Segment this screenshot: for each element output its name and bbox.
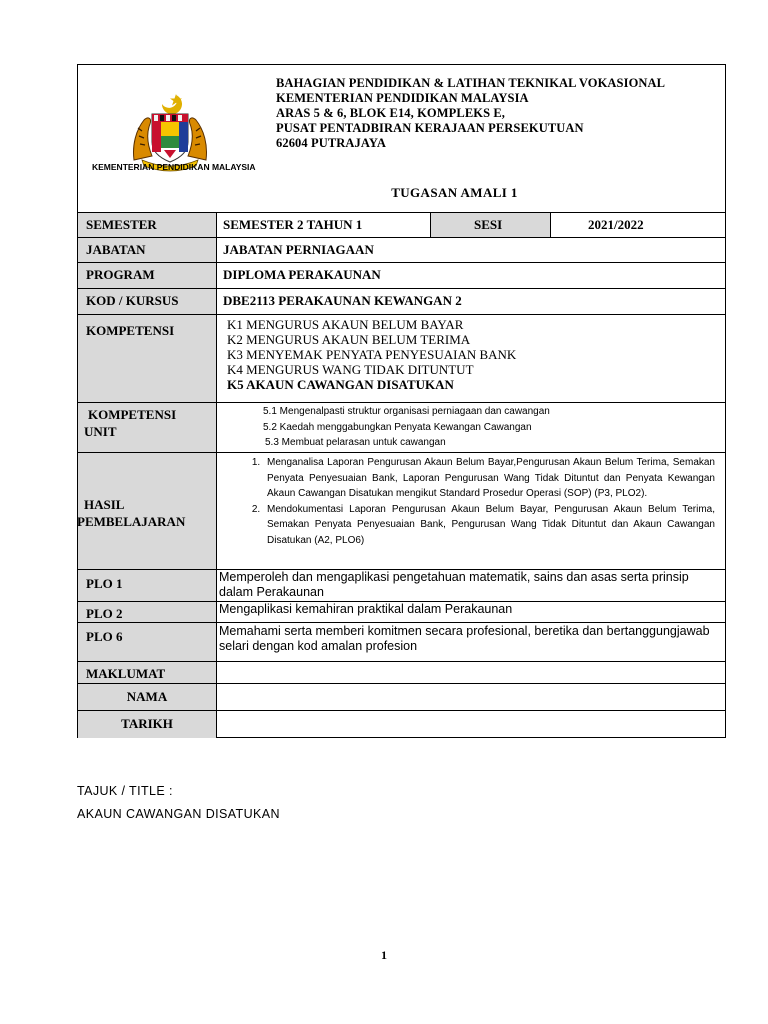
sesi-value: 2021/2022	[588, 217, 644, 232]
address-line: 62604 PUTRAJAYA	[276, 136, 386, 150]
semester-value: SEMESTER 2 TAHUN 1	[217, 213, 431, 237]
malaysia-coat-of-arms-icon	[130, 90, 210, 172]
kompetensi-unit-row	[78, 402, 725, 452]
tarikh-row	[78, 710, 725, 738]
hasil-pembelajaran-list	[229, 455, 715, 569]
nama-label: NAMA	[78, 684, 217, 710]
plo2-value-cell	[217, 602, 725, 622]
kompetensi-unit-value	[217, 403, 725, 452]
kompetensi-list	[227, 317, 516, 392]
kompetensi-unit-item: 5.3 Membuat pelarasan untuk cawangan	[265, 437, 446, 448]
program-row	[78, 262, 725, 288]
maklumat-label: MAKLUMAT	[78, 662, 217, 683]
jabatan-value: JABATAN PERNIAGAAN	[223, 242, 374, 257]
plo1-value-cell	[217, 570, 725, 601]
semester-value-cell	[217, 213, 725, 237]
kompetensi-unit-item: 5.2 Kaedah menggabungkan Penyata Kewangan Cawangan	[263, 421, 532, 433]
tarikh-field[interactable]	[217, 711, 725, 738]
document-title-text: TUGASAN AMALI 1	[391, 185, 518, 200]
plo6-value: Memahami serta memberi komitmen secara profesional, beretika dan bertanggungjawab selari dengan kod amalan profesion	[219, 624, 710, 653]
maklumat-value	[217, 662, 725, 683]
tajuk-value: AKAUN CAWANGAN DISATUKAN	[77, 807, 280, 821]
semester-row	[78, 212, 725, 237]
kompetensi-item: K5 AKAUN CAWANGAN DISATUKAN	[227, 377, 454, 392]
plo2-label: PLO 2	[78, 602, 217, 622]
ministry-caption: KEMENTERIAN PENDIDIKAN MALAYSIA	[92, 162, 256, 172]
kompetensi-unit-label: KOMPETENSI UNIT	[78, 403, 217, 452]
kod-kursus-label: KOD / KURSUS	[78, 289, 217, 314]
program-value: DIPLOMA PERAKAUNAN	[223, 267, 381, 282]
plo1-value: Memperoleh dan mengaplikasi pengetahuan matematik, sains dan asas serta prinsip dalam Perakaunan	[219, 570, 689, 599]
kod-kursus-row	[78, 288, 725, 314]
program-label: PROGRAM	[78, 263, 217, 288]
kod-kursus-value: DBE2113 PERAKAUNAN KEWANGAN 2	[223, 293, 462, 308]
document-form	[77, 64, 726, 738]
hasil-pembelajaran-value	[217, 453, 725, 569]
nama-field[interactable]	[217, 684, 725, 710]
page-number: 1	[381, 948, 387, 962]
address-line: BAHAGIAN PENDIDIKAN & LATIHAN TEKNIKAL VOKASIONAL	[276, 76, 666, 90]
hasil-pembelajaran-label: HASIL PEMBELAJARAN	[78, 453, 217, 569]
semester-label: SEMESTER	[78, 213, 217, 237]
hasil-item: 1. Menganalisa Laporan Pengurusan Akaun Belum Bayar,Pengurusan Akaun Belum Terima, Semakan Penyata Penyesuaian Bank, Laporan Pengurusan Wang Tidak Dituntut dan Penyata Kewangan Akaun Cawangan Disatukan mengikut Standard Prosedur Operasi (SOP) (P3, PLO2).	[263, 455, 715, 502]
plo6-value-cell	[217, 623, 725, 661]
hasil-pembelajaran-row	[78, 452, 725, 569]
plo6-row	[78, 622, 725, 661]
nama-row	[78, 683, 725, 710]
plo1-row	[78, 569, 725, 601]
address-line: ARAS 5 & 6, BLOK E14, KOMPLEKS E,	[276, 106, 506, 120]
plo6-label: PLO 6	[78, 623, 217, 661]
kompetensi-item: K3 MENYEMAK PENYATA PENYESUAIAN BANK	[227, 347, 517, 362]
plo2-value: Mengaplikasi kemahiran praktikal dalam Perakaunan	[219, 602, 513, 616]
address-line: PUSAT PENTADBIRAN KERAJAAN PERSEKUTUAN	[276, 121, 584, 135]
address-line: KEMENTERIAN PENDIDIKAN MALAYSIA	[276, 91, 529, 105]
kompetensi-row	[78, 314, 725, 402]
kompetensi-item: K4 MENGURUS WANG TIDAK DITUNTUT	[227, 362, 474, 377]
kompetensi-value	[217, 315, 725, 402]
kompetensi-unit-item: 5.1 Mengenalpasti struktur organisasi perniagaan dan cawangan	[263, 406, 550, 417]
plo2-row	[78, 601, 725, 622]
jabatan-label: JABATAN	[78, 238, 217, 262]
kompetensi-label: KOMPETENSI	[78, 315, 217, 402]
ministry-address	[276, 76, 665, 151]
kompetensi-item: K2 MENGURUS AKAUN BELUM TERIMA	[227, 332, 471, 347]
kompetensi-item: K1 MENGURUS AKAUN BELUM BAYAR	[227, 317, 464, 332]
tarikh-label: TARIKH	[78, 711, 217, 738]
maklumat-row	[78, 661, 725, 683]
hasil-item: 2. Mendokumentasi Laporan Pengurusan Akaun Belum Bayar, Pengurusan Akaun Belum Terima, Semakan Penyata Penyesuaian Bank, Pengurusan Wang Tidak Dituntut dan Akaun Cawangan Disatukan (A2, PLO6)	[263, 502, 715, 549]
sesi-label: SESI	[431, 213, 551, 237]
tajuk-label: TAJUK / TITLE :	[77, 784, 173, 798]
jabatan-row	[78, 237, 725, 262]
document-title	[78, 185, 725, 201]
plo1-label: PLO 1	[78, 570, 217, 601]
document-header	[78, 65, 725, 212]
kompetensi-unit-list	[263, 404, 550, 451]
